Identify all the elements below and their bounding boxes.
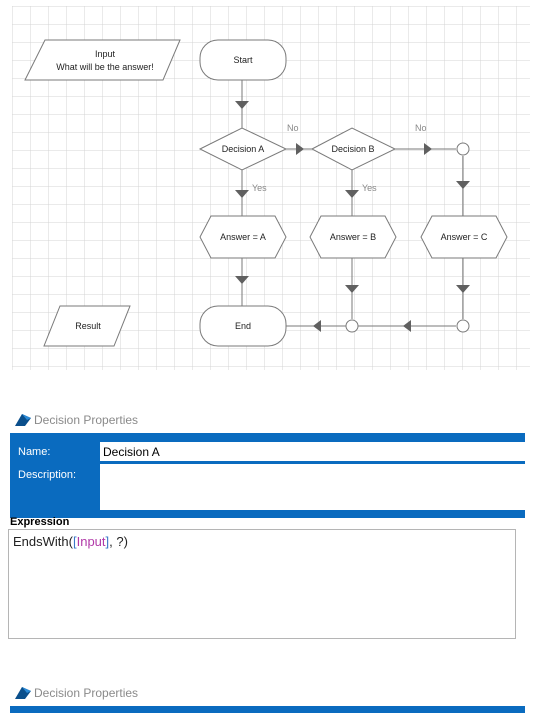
answer-a-label: Answer = A bbox=[220, 232, 266, 242]
junction-node[interactable] bbox=[457, 320, 469, 332]
name-label: Name: bbox=[18, 446, 51, 458]
decision-a-label: Decision A bbox=[221, 144, 265, 154]
yes-label-b: Yes bbox=[362, 183, 377, 193]
decision-properties-icon bbox=[14, 686, 32, 700]
decision-b-label: Decision B bbox=[331, 144, 375, 154]
description-field[interactable] bbox=[100, 464, 525, 510]
no-label-b: No bbox=[415, 123, 427, 133]
answer-c-label: Answer = C bbox=[440, 232, 488, 242]
expression-function: EndsWith bbox=[13, 534, 69, 549]
name-field[interactable] bbox=[100, 442, 525, 461]
expression-heading: Expression bbox=[10, 516, 70, 528]
panel-title: Decision Properties bbox=[34, 413, 139, 427]
result-label: Result bbox=[75, 321, 101, 331]
yes-label-a: Yes bbox=[252, 183, 267, 193]
start-label: Start bbox=[233, 55, 253, 65]
answer-b-label: Answer = B bbox=[329, 232, 377, 242]
expression-paren: ( bbox=[68, 534, 73, 549]
expression-editor[interactable] bbox=[8, 529, 516, 639]
junction-node[interactable] bbox=[346, 320, 358, 332]
end-label: End bbox=[234, 321, 252, 331]
expression-bracket-open: [ bbox=[72, 534, 77, 549]
input-subtitle: What will be the answer! bbox=[56, 62, 154, 72]
panel-title-2: Decision Properties bbox=[34, 686, 139, 700]
expression-rest: , ?) bbox=[109, 534, 128, 549]
input-title: Input bbox=[94, 49, 116, 59]
expression-bracket-close: ] bbox=[105, 534, 110, 549]
description-label: Description: bbox=[18, 469, 77, 481]
decision-properties-icon bbox=[14, 413, 32, 427]
no-label-a: No bbox=[287, 123, 299, 133]
expression-variable: Input bbox=[76, 534, 106, 549]
input-shape[interactable] bbox=[25, 40, 180, 80]
junction-node[interactable] bbox=[457, 143, 469, 155]
properties-header-2 bbox=[10, 706, 525, 713]
